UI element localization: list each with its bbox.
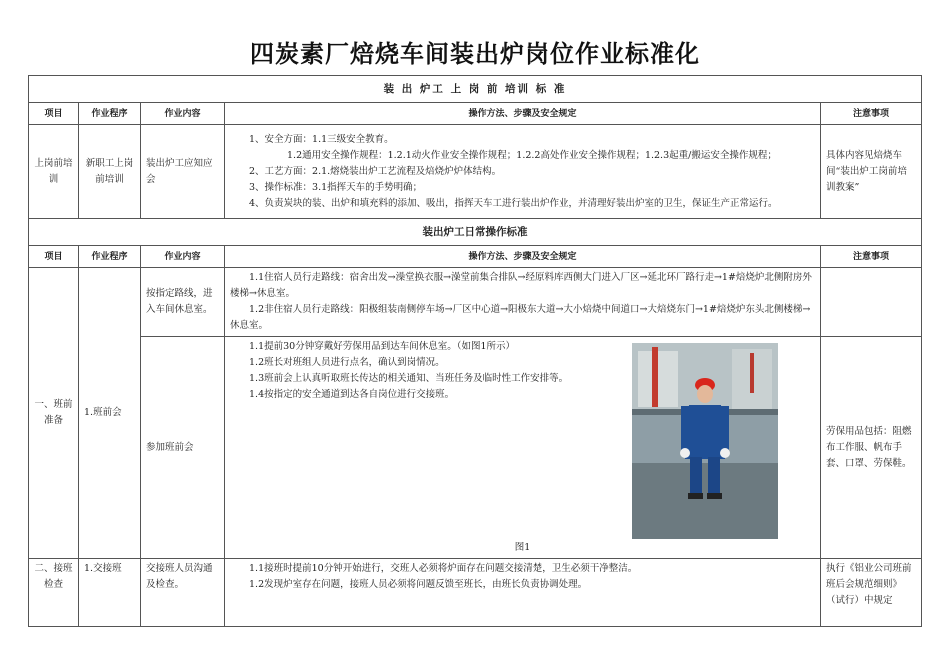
cell-method — [225, 125, 821, 219]
cell-content: 交接班人员沟通及检查。 — [141, 559, 225, 627]
method-line: 1.2通用安全操作规程：1.2.1动火作业安全操作规程；1.2.2高处作业安全操作规程；1.2.3起重/搬运安全操作规程； — [287, 149, 777, 161]
cell-procedure: 新职工上岗前培训 — [79, 125, 141, 219]
header-content: 作业内容 — [141, 103, 225, 125]
header-content: 作业内容 — [141, 246, 225, 268]
method-line: 1.1提前30分钟穿戴好劳保用品到达车间休息室。（如图1所示） — [249, 341, 515, 352]
section-title-training: 装 出 炉工 上 岗 前 培训 标 准 — [29, 76, 922, 103]
method-line: 1.3班前会上认真听取班长传达的相关通知、当班任务及临时性工作安排等。 — [249, 373, 569, 384]
cell-method — [225, 559, 821, 627]
page-title: 四炭素厂焙烧车间装出炉岗位作业标准化 — [250, 40, 700, 68]
header-procedure: 作业程序 — [79, 246, 141, 268]
cell-content: 装出炉工应知应会 — [141, 125, 225, 219]
cell-note-empty — [821, 268, 922, 337]
header-note: 注意事项 — [821, 103, 922, 125]
cell-content: 参加班前会 — [141, 337, 225, 559]
method-line: 4、负责炭块的装、出炉和填充料的添加、吸出，指挥天车工进行装出炉作业，并清理好装出炉室的卫生，保证生产正常运行。 — [249, 197, 778, 209]
method-line: 1、安全方面：1.1三级安全教育。 — [249, 133, 394, 145]
cell-method — [225, 268, 821, 337]
cell-procedure: 1.交接班 — [79, 559, 141, 627]
section-title-daily: 装出炉工日常操作标准 — [29, 219, 922, 246]
cell-content: 按指定路线，进入车间休息室。 — [141, 268, 225, 337]
cell-procedure: 1.班前会 — [79, 268, 141, 559]
header-method: 操作方法、步骤及安全规定 — [225, 246, 821, 268]
figure-caption: 图1 — [514, 542, 531, 553]
method-line: 1.1住宿人员行走路线：宿舍出发→澡堂换衣服→澡堂前集合排队→经原料库西侧大门进入厂区→延北环厂路行走→1#焙烧炉北侧附房外楼梯→休息室。 — [230, 272, 812, 299]
header-method: 操作方法、步骤及安全规定 — [225, 103, 821, 125]
cell-note: 劳保用品包括：阻燃布工作服、帆布手套、口罩、劳保鞋。 — [821, 337, 922, 559]
method-line: 1.1接班时提前10分钟开始进行，交班人必须将炉面存在问题交接清楚，卫生必须干净整洁。 — [249, 563, 638, 574]
cell-method — [225, 337, 821, 559]
cell-item: 一、班前准备 — [29, 268, 79, 559]
figure-worker-photo — [632, 343, 778, 539]
method-line: 1.2非住宿人员行走路线：阳极组装南侧停车场→厂区中心道→阳极东大道→大小焙烧中间道口→大焙烧东门→1#焙烧炉东头北侧楼梯→休息室。 — [230, 304, 811, 331]
header-procedure: 作业程序 — [79, 103, 141, 125]
method-line: 1.2班长对班组人员进行点名，确认到岗情况。 — [249, 357, 445, 368]
cell-item: 上岗前培训 — [29, 125, 79, 219]
cell-note: 具体内容见焙烧车间“装出炉工岗前培训教案” — [821, 125, 922, 219]
method-line: 3、操作标准：3.1指挥天车的手势明确； — [249, 181, 423, 193]
header-item: 项目 — [29, 246, 79, 268]
standard-table — [28, 75, 922, 627]
header-item: 项目 — [29, 103, 79, 125]
method-line: 2、工艺方面：2.1.熔烧装出炉工艺流程及焙烧炉炉体结构。 — [249, 165, 502, 177]
worker-photo-illustration — [632, 343, 778, 539]
cell-note: 执行《铝业公司班前班后会规范细则》（试行）中规定 — [821, 559, 922, 627]
header-note: 注意事项 — [821, 246, 922, 268]
method-line: 1.2发现炉室存在问题，接班人员必须将问题反馈至班长，由班长负责协调处理。 — [249, 579, 588, 590]
method-line: 1.4按指定的安全通道到达各自岗位进行交接班。 — [249, 389, 455, 400]
cell-item: 二、接班检查 — [29, 559, 79, 627]
